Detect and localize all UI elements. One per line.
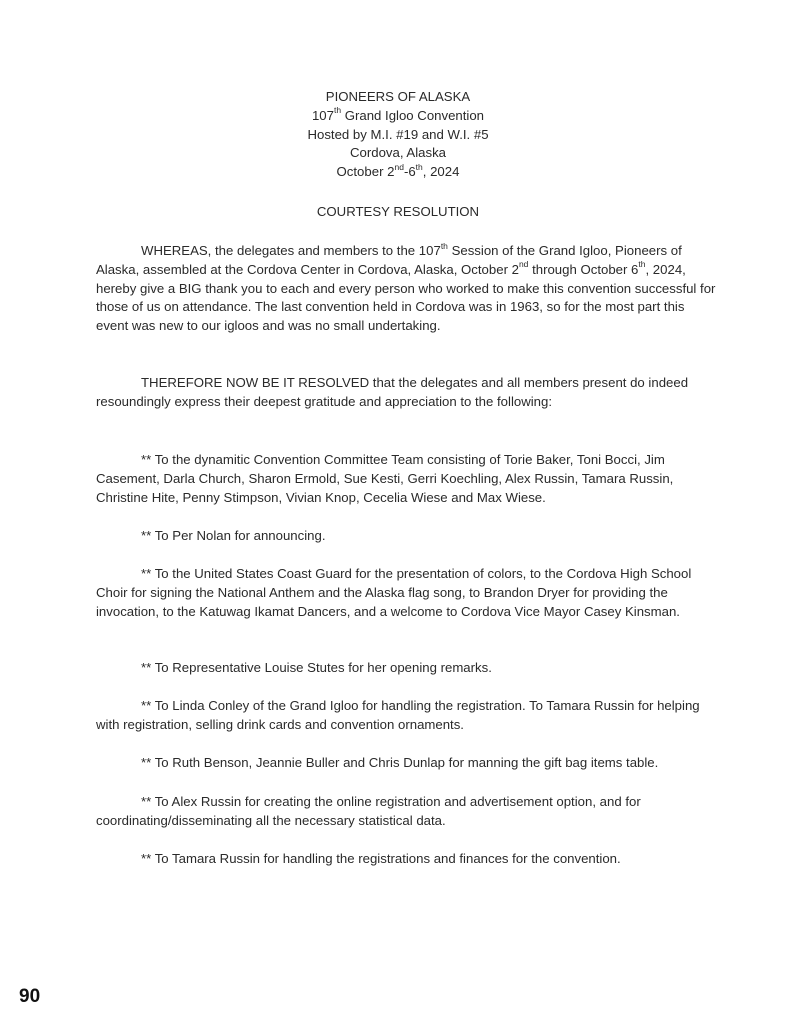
thanks-item-text: ** To Linda Conley of the Grand Igloo for handling the registration. To Tamara Russin for helping with registration, selling drink cards and convention ornaments. [96,698,700,732]
thanks-item [96,754,716,773]
whereas-sup-1: th [440,240,448,251]
thanks-item [96,793,716,831]
date-start-suffix: nd [394,161,404,172]
whereas-text-3: through October 6 [528,261,639,277]
date-end: -6 [403,164,416,180]
thanks-item [96,565,716,621]
thanks-item-text: ** To Representative Louise Stutes for her opening remarks. [141,660,492,675]
therefore-paragraph [96,374,716,412]
convention-name: Grand Igloo Convention [341,107,485,123]
date-start: October 2 [336,164,395,180]
whereas-text-4: , 2024, hereby give a BIG thank you to each and every person who worked to make this convention successful for those of us on attendance. The last convention held in Cordova was in 1963, so for the most part this event was new to our igloos and was no small undertaking. [96,261,716,334]
convention-number: 107 [311,107,334,123]
thanks-item-text: ** To Per Nolan for announcing. [141,528,326,543]
thanks-item-text: ** To Alex Russin for creating the online registration and advertisement option, and for coordinating/disseminating all the necessary statistical data. [96,794,641,828]
thanks-item [96,527,716,546]
convention-line [0,107,790,126]
whereas-paragraph [96,242,716,336]
hosted-by-line: Hosted by M.I. #19 and W.I. #5 [307,126,489,142]
page-number: 90 [19,986,41,1007]
thanks-item [96,697,716,735]
thanks-item [96,451,716,507]
convention-number-suffix: th [333,105,342,116]
thanks-item-text: ** To Ruth Benson, Jeannie Buller and Chris Dunlap for manning the gift bag items table. [141,755,659,770]
thanks-item [96,659,716,678]
whereas-sup-2: nd [518,259,529,270]
location-line: Cordova, Alaska [349,145,447,161]
date-year: , 2024 [422,164,460,180]
document-header [0,88,790,182]
therefore-text: THEREFORE NOW BE IT RESOLVED that the delegates and all members present do indeed resoundingly express their deepest gratitude and appreciation to the following: [96,375,689,409]
date-line [0,163,790,182]
thanks-item-text: ** To the United States Coast Guard for the presentation of colors, to the Cordova High School Choir for signing the National Anthem and the Alaska flag song, to Brandon Dryer for providing the invocation, to the Katuwag Ikamat Dancers, and a welcome to Cordova Vice Mayor Casey Kinsman. [96,566,692,619]
thanks-item-text: ** To the dynamitic Convention Committee Team consisting of Torie Baker, Toni Bocci, Jim Casement, Darla Church, Sharon Ermold, Sue Kesti, Gerri Koechling, Alex Russin, Tamara Russin, Christine Hite, Penny Stimpson, Vivian Knop, Cecelia Wiese and Max Wiese. [96,452,674,505]
whereas-text-1: WHEREAS, the delegates and members to the 107 [141,243,441,258]
whereas-text-2: Session of the Grand Igloo, Pioneers of Alaska, assembled at the Cordova Center in Cordova, Alaska, October 2 [96,243,682,277]
org-name: PIONEERS OF ALASKA [325,89,471,104]
document-title: COURTESY RESOLUTION [316,204,480,219]
whereas-sup-3: th [638,259,646,270]
date-end-suffix: th [415,161,423,172]
thanks-item [96,850,716,869]
thanks-item-text: ** To Tamara Russin for handling the registrations and finances for the convention. [141,851,621,866]
